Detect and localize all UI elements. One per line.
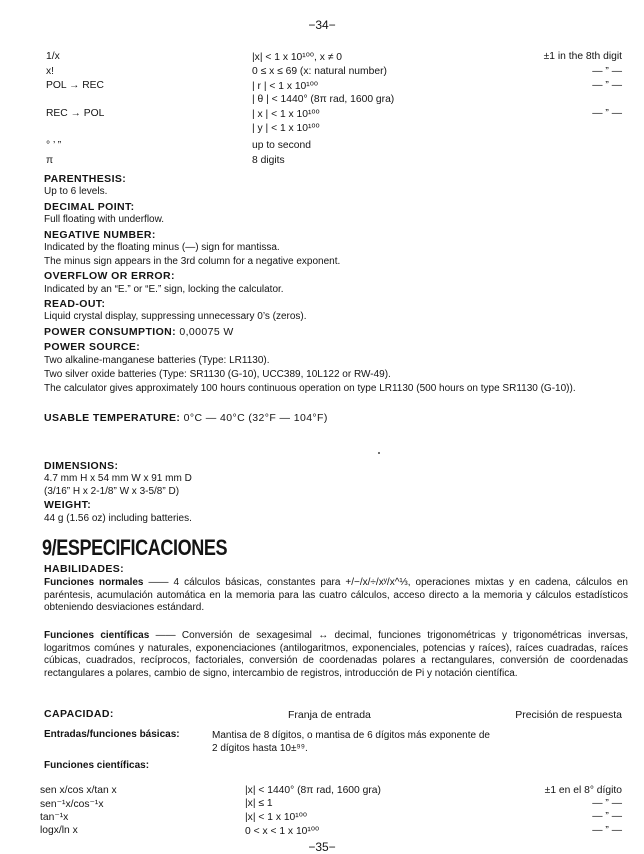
parenthesis-heading: PARENTHESIS: <box>44 173 127 185</box>
function-cell: 1/x <box>46 51 60 62</box>
table-row <box>0 825 644 839</box>
cientificas-label: Funciones científicas <box>44 630 150 641</box>
table-row <box>0 785 644 799</box>
source-text-2: Two silver oxide batteries (Type: SR1130 (G-10), UCC389, 10L122 or RW-49). <box>44 369 391 380</box>
function-cell: π <box>46 155 54 166</box>
function-cell: ° ’ ” <box>46 140 62 151</box>
decimal-text: Full floating with underflow. <box>44 214 165 225</box>
basic-inputs-text-2: 2 dígitos hasta 10±⁹⁹. <box>212 743 308 754</box>
accuracy-cell: — ” — <box>592 811 622 822</box>
funciones-normales <box>44 577 628 615</box>
readout-heading: READ-OUT: <box>44 298 106 310</box>
scientific-label: Funciones científicas: <box>44 760 150 771</box>
dimensions-text-1: 4.7 mm H x 54 mm W x 91 mm D <box>44 473 192 484</box>
source-heading: POWER SOURCE: <box>44 341 141 353</box>
range-cell: | θ | < 1440° (8π rad, 1600 gra) <box>252 94 395 105</box>
decimal-heading: DECIMAL POINT: <box>44 201 135 213</box>
function-cell: REC → POL <box>46 108 105 119</box>
capacidad-heading: CAPACIDAD: <box>44 708 114 720</box>
range-cell: 0 ≤ x ≤ 69 (x: natural number) <box>252 66 387 77</box>
table-row <box>0 155 644 169</box>
table-row <box>0 51 644 65</box>
section-title: 9/ESPECIFICACIONES <box>42 535 228 560</box>
dimensions-text-2: (3/16” H x 2-1/8” W x 3-5/8” D) <box>44 486 180 497</box>
negative-heading: NEGATIVE NUMBER: <box>44 229 156 241</box>
source-text-1: Two alkaline-manganese batteries (Type: LR1130). <box>44 355 270 366</box>
source-text-3: The calculator gives approximately 100 hours continuous operation on type LR1130 (500 hours on type SR1130 (G-10)). <box>44 383 576 394</box>
cientificas-text: —— Conversión de sexagesimal ↔ decimal, funciones trigonométricas y trigonométricas inversas, logaritmos comúnes y naturales, exponenciaciones (antilogaritmos, exponenciales, potencias y raíces), raíces cuadradas, raíces cúbicas, cuadrados, recíprocos, factoriales, conversión de coordenadas polares a rectangulares, conversión de coordenadas rectangulares a polares, cambio de signo, intercambio de registros, introducción de Pi y notación científica. <box>44 630 628 679</box>
range-cell: |x| < 1 x 10¹⁰⁰, x ≠ 0 <box>252 52 342 63</box>
table-row <box>0 66 644 80</box>
overflow-heading: OVERFLOW OR ERROR: <box>44 270 175 282</box>
dimensions-heading: DIMENSIONS: <box>44 460 119 472</box>
function-cell: tan⁻¹x <box>40 812 69 823</box>
weight-text: 44 g (1.56 oz) including batteries. <box>44 513 192 524</box>
power-label: POWER CONSUMPTION: <box>44 326 177 338</box>
temperature-value: 0°C — 40°C (32°F — 104°F) <box>183 412 328 424</box>
accuracy-cell: — ” — <box>592 108 622 119</box>
function-cell: x! <box>46 66 55 77</box>
table-row <box>0 798 644 812</box>
range-cell: |x| ≤ 1 <box>245 798 273 809</box>
precision-header: Precisión de respuesta <box>515 709 622 721</box>
funciones-cientificas <box>44 630 628 680</box>
negative-text-1: Indicated by the floating minus (—) sign for mantissa. <box>44 242 280 253</box>
temperature-label: USABLE TEMPERATURE: <box>44 412 181 424</box>
table-row <box>0 94 644 108</box>
power-consumption <box>44 326 234 338</box>
accuracy-cell: — ” — <box>592 80 622 91</box>
range-cell: 0 < x < 1 x 10¹⁰⁰ <box>245 826 320 837</box>
table-row <box>0 80 644 94</box>
basic-inputs-label: Entradas/funciones básicas: <box>44 729 180 740</box>
habilidades-heading: HABILIDADES: <box>44 563 125 575</box>
table-row <box>0 140 644 154</box>
function-cell: POL → REC <box>46 80 104 91</box>
weight-heading: WEIGHT: <box>44 499 92 511</box>
page-number-bottom: −35− <box>308 840 336 854</box>
normales-text: —— 4 cálculos básicas, constantes para +/−/x/÷/xʸ/x^⅓, operaciones mixtas y en cadena, cálculos en paréntesis, acumulación automática en la memoria para las cuatro cálculos, acceso directo a la memoria y cálculos estadísticos obteniendo desviaciones estándard. <box>44 577 628 614</box>
accuracy-cell: — ” — <box>592 798 622 809</box>
function-cell: logx/ln x <box>40 825 78 836</box>
basic-inputs-text-1: Mantisa de 8 dígitos, o mantisa de 6 dígitos más exponente de <box>212 730 490 741</box>
overflow-text: Indicated by an “E.” or “E.” sign, locking the calculator. <box>44 284 284 295</box>
table-row <box>0 122 644 136</box>
accuracy-cell: ±1 en el 8° dígito <box>544 785 622 796</box>
accuracy-cell: — ” — <box>592 825 622 836</box>
range-cell: | x | < 1 x 10¹⁰⁰ <box>252 109 320 120</box>
range-cell: |x| < 1440° (8π rad, 1600 gra) <box>245 785 381 796</box>
function-cell: sen⁻¹x/cos⁻¹x <box>40 799 104 810</box>
range-cell: | r | < 1 x 10¹⁰⁰ <box>252 81 318 92</box>
speck-dot <box>378 452 380 454</box>
readout-text: Liquid crystal display, suppressing unnecessary 0’s (zeros). <box>44 311 307 322</box>
page-number-top: −34− <box>308 18 336 32</box>
accuracy-cell: ±1 in the 8th digit <box>543 51 622 62</box>
function-cell: sen x/cos x/tan x <box>40 785 117 796</box>
franja-header: Franja de entrada <box>288 709 371 721</box>
range-cell: | y | < 1 x 10¹⁰⁰ <box>252 123 320 134</box>
negative-text-2: The minus sign appears in the 3rd column for a negative exponent. <box>44 256 341 267</box>
accuracy-cell: — ” — <box>592 66 622 77</box>
range-cell: 8 digits <box>252 155 285 166</box>
temperature <box>44 412 328 424</box>
normales-label: Funciones normales <box>44 577 144 588</box>
parenthesis-text: Up to 6 levels. <box>44 186 108 197</box>
table-row <box>0 108 644 122</box>
range-cell: up to second <box>252 140 311 151</box>
range-cell: |x| < 1 x 10¹⁰⁰ <box>245 812 307 823</box>
table-row <box>0 811 644 825</box>
power-value: 0,00075 W <box>179 326 234 338</box>
